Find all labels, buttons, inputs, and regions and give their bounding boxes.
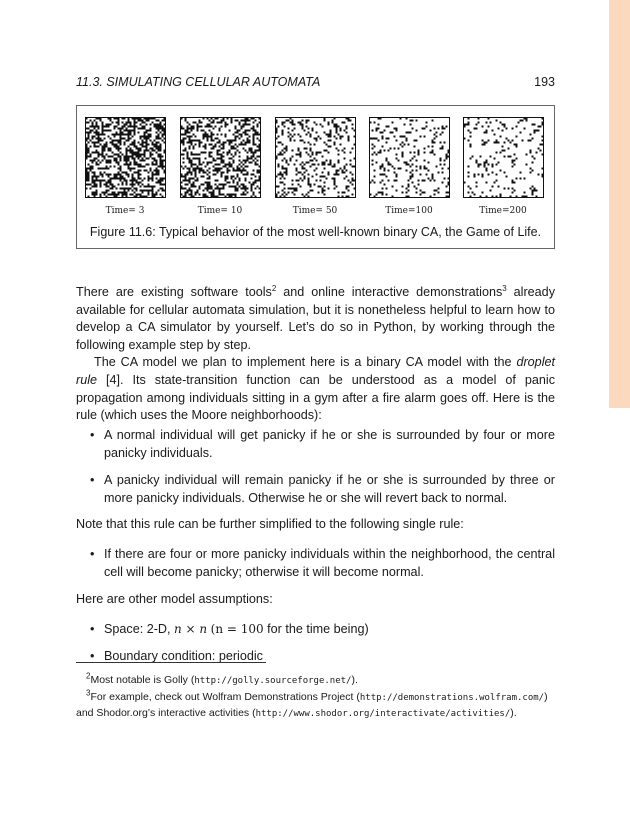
bullet-icon: • bbox=[90, 428, 95, 442]
ca-grid bbox=[463, 117, 544, 198]
ca-panel-time-10 bbox=[180, 117, 261, 198]
footnote-rule bbox=[76, 662, 266, 663]
time-label: Time= 3 bbox=[105, 206, 145, 216]
link[interactable]: http://demonstrations.wolfram.com/ bbox=[359, 692, 545, 703]
rule-list bbox=[76, 427, 555, 462]
bullet-icon: • bbox=[90, 547, 95, 561]
ca-panel-time-50 bbox=[275, 117, 356, 198]
bullet-icon: • bbox=[90, 649, 95, 663]
paragraph: The CA model we plan to implement here is a binary CA model with the droplet rule [4]. Its state-transition function can be understood as a model of panic propagation among individuals sitting in a gym after a fire alarm goes off. Here is the rule (which uses the Moore neighborhoods): bbox=[76, 355, 555, 423]
list-item: • Space: 2-D, n × n (n = 100 for the time being) bbox=[76, 621, 555, 639]
running-head bbox=[76, 75, 555, 89]
time-label: Time=200 bbox=[479, 206, 527, 216]
ca-grid bbox=[275, 117, 356, 198]
time-label: Time=100 bbox=[385, 206, 433, 216]
rule-list bbox=[76, 472, 555, 507]
chapter-title: 11.3. SIMULATING CELLULAR AUTOMATA bbox=[76, 75, 321, 89]
list-item: • Boundary condition: periodic bbox=[76, 648, 555, 666]
footnote-2: $^2$Most notable is Golly (http://golly.sourceforge.net/). bbox=[86, 671, 358, 686]
paragraph: Note that this rule can be further simplified to the following single rule: bbox=[76, 517, 464, 531]
paragraph: There are existing software tools$^2$ and online interactive demonstrations$^3$ already available for cellular automata simulation, but it is nonetheless helpful to learn how to develop a CA simulator by yourself. Let’s do so in Python, by working through the following example step by step. bbox=[76, 283, 555, 352]
list-item: • A normal individual will get panicky if he or she is surrounded by four or more panicky individuals. bbox=[90, 428, 555, 460]
ca-panel-time-3 bbox=[85, 117, 166, 198]
math: n × n bbox=[174, 622, 208, 636]
bullet-icon: • bbox=[90, 473, 95, 487]
body-section-intro bbox=[76, 284, 555, 425]
time-label: Time= 10 bbox=[197, 206, 243, 216]
math: (n = 100 bbox=[210, 622, 264, 636]
footnotes bbox=[76, 673, 555, 723]
figure-caption: Figure 11.6: Typical behavior of the most well-known binary CA, the Game of Life. bbox=[89, 225, 542, 239]
ca-grid bbox=[180, 117, 261, 198]
list-item: • A panicky individual will remain panicky if he or she is surrounded by three or more panicky individuals. Otherwise he or she will revert back to normal. bbox=[90, 473, 555, 505]
footnote-3: $^3$For example, check out Wolfram Demonstrations Project (http://demonstrations.wolfram.com/) and Shodor.org’s interactive activities (http://www.shodor.org/interactivate/activities/). bbox=[76, 688, 548, 719]
bullet-icon: • bbox=[90, 622, 95, 636]
footnote-ref[interactable]: 2 bbox=[271, 283, 277, 293]
time-label: Time= 50 bbox=[292, 206, 338, 216]
footnote-ref[interactable]: 3 bbox=[502, 283, 507, 293]
simplified-rule-list bbox=[76, 546, 555, 581]
chapter-side-tab bbox=[609, 0, 630, 408]
ca-panel-time-100 bbox=[369, 117, 450, 198]
assumption-list bbox=[76, 621, 555, 639]
link[interactable]: http://golly.sourceforge.net/ bbox=[194, 676, 352, 686]
page-number: 193 bbox=[534, 75, 555, 89]
ca-panel-time-200 bbox=[463, 117, 544, 198]
ca-grid bbox=[85, 117, 166, 198]
link[interactable]: http://www.shodor.org/interactivate/activities/ bbox=[255, 709, 511, 719]
paragraph: Here are other model assumptions: bbox=[76, 592, 273, 606]
ca-grid bbox=[369, 117, 450, 198]
figure-11-6 bbox=[76, 105, 555, 249]
list-item: • If there are four or more panicky individuals within the neighborhood, the central cell will become panicky; otherwise it will become normal. bbox=[90, 547, 555, 579]
